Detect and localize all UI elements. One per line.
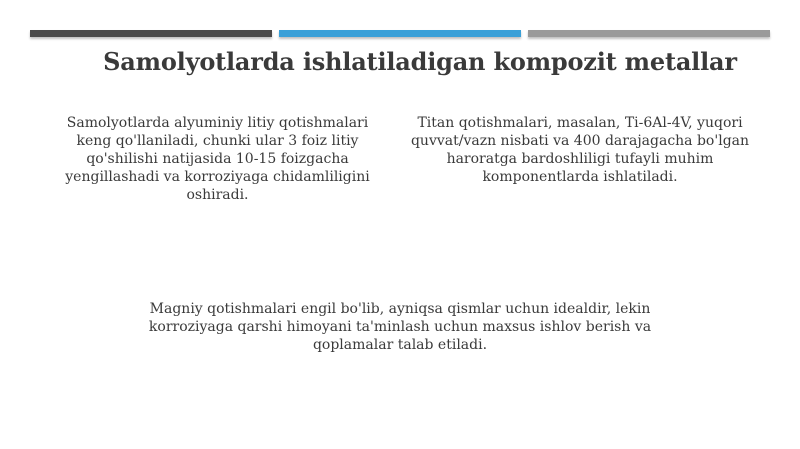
- header-bar-blue: [279, 30, 521, 37]
- paragraph-titanium: Titan qotishmalari, masalan, Ti-6Al-4V, yuqori quvvat/vazn nisbati va 400 darajagacha bo'lgan haroratga bardoshliligi tufayli muhim komponentlarda ishlatiladi.: [410, 115, 750, 185]
- header-bar-gray: [528, 30, 770, 37]
- paragraph-magnesium: Magniy qotishmalari engil bo'lib, ayniqsa qismlar uchun idealdir, lekin korroziyaga qarshi himoyani ta'minlash uchun maxsus ishlov berish va qoplamalar talab etiladi.: [148, 301, 652, 353]
- paragraph-aluminium-lithium: Samolyotlarda alyuminiy litiy qotishmalari keng qo'llaniladi, chunki ular 3 foiz litiy qo'shilishi natijasida 10-15 foizgacha yengillashadi va korroziyaga chidamliligini oshiradi.: [65, 115, 370, 203]
- slide-title: Samolyotlarda ishlatiladigan kompozit metallar: [103, 47, 737, 76]
- header-bar-dark: [30, 30, 272, 37]
